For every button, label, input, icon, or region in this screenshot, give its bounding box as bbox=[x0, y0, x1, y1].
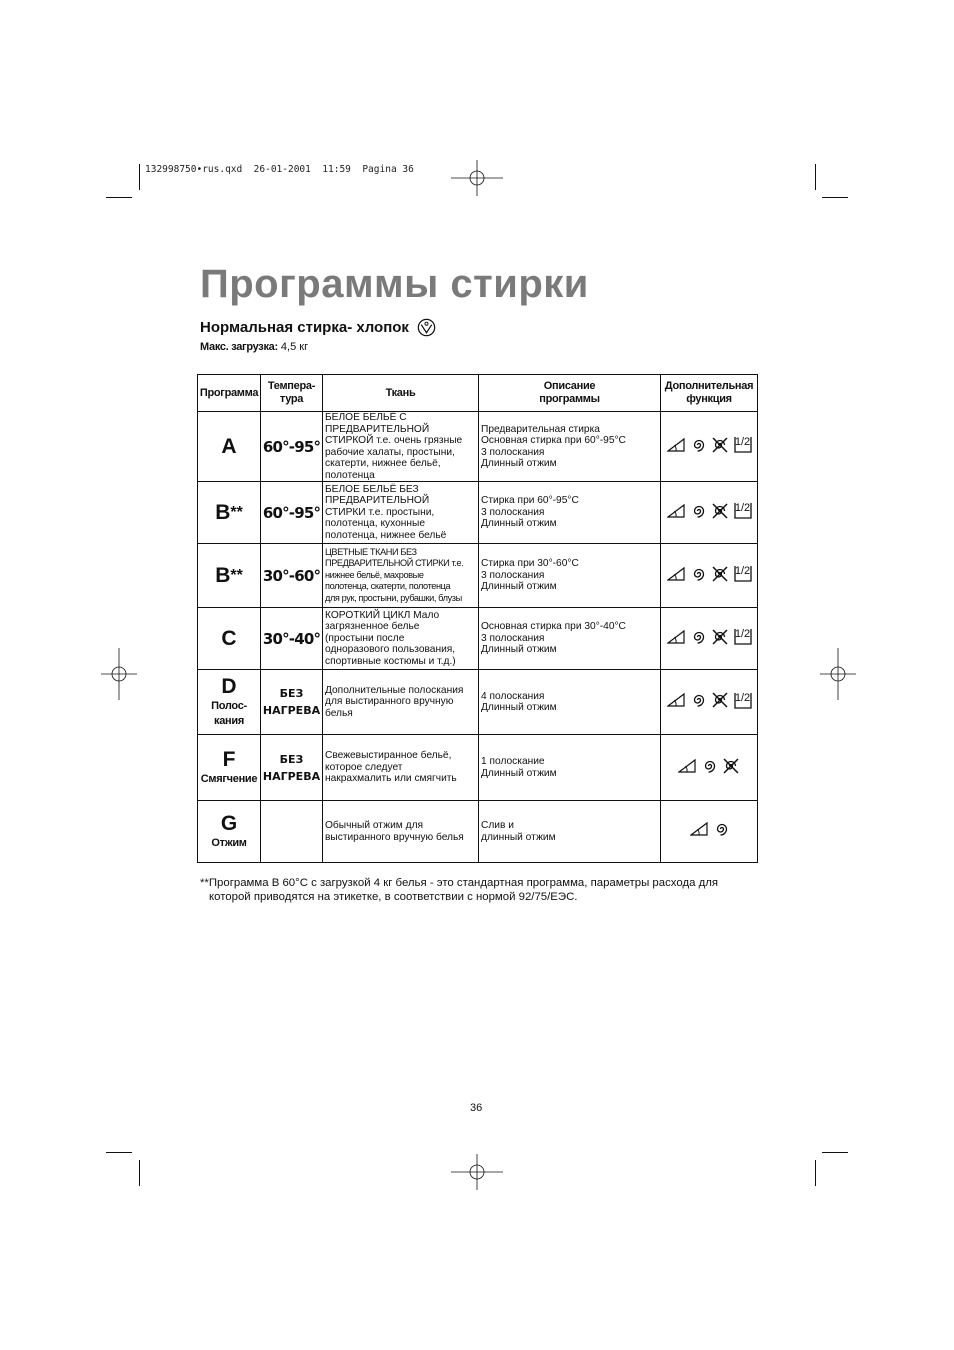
description-cell bbox=[479, 482, 661, 544]
registration-mark-icon bbox=[451, 160, 503, 196]
fabric-line: которое следует bbox=[325, 761, 403, 773]
description-line: 3 полоскания bbox=[481, 506, 545, 518]
no-spin-icon bbox=[722, 757, 740, 775]
description-line: Слив и bbox=[481, 820, 514, 831]
table-row bbox=[198, 801, 758, 863]
program-letter: B** bbox=[215, 500, 243, 524]
registration-mark-icon bbox=[451, 1154, 503, 1190]
temperature-cell bbox=[261, 544, 323, 608]
crop-mark bbox=[106, 1152, 132, 1153]
fabric-line: полотенца bbox=[325, 469, 375, 481]
temperature-cell bbox=[261, 412, 323, 482]
fabric-line: БЕЛОЕ БЕЛЬЁ С bbox=[325, 412, 407, 423]
registration-mark-icon bbox=[820, 648, 856, 700]
fabric-cell bbox=[323, 735, 479, 801]
program-letter: F bbox=[222, 748, 236, 771]
fabric-line: рабочие халаты, простыни, bbox=[325, 446, 455, 458]
program-subtitle: Отжим bbox=[211, 837, 247, 849]
max-load bbox=[200, 341, 308, 353]
spin-spiral-icon bbox=[692, 630, 706, 644]
cotton-symbol-icon bbox=[417, 318, 436, 337]
temperature-text: НАГРЕВА bbox=[262, 769, 321, 783]
spin-spiral-icon bbox=[703, 759, 717, 773]
spin-spiral-icon bbox=[692, 504, 706, 518]
half-load-icon: 1/2 bbox=[734, 436, 752, 453]
fabric-line: полотенца, кухонные bbox=[325, 518, 426, 530]
crop-mark bbox=[822, 1152, 848, 1153]
fabric-line: полотенца, скатерти, полотенца bbox=[325, 581, 451, 592]
description-line: Основная стирка при 60°-95°C bbox=[481, 435, 626, 446]
temperature-text: 30°-40° bbox=[262, 629, 321, 648]
crop-mark bbox=[815, 164, 816, 190]
max-load-label: Макс. загрузка: bbox=[200, 341, 278, 353]
fabric-line: для выстиранного вручную bbox=[325, 696, 454, 708]
description-cell bbox=[479, 412, 661, 482]
program-letter: A bbox=[221, 434, 237, 458]
fabric-line: выстиранного вручную белья bbox=[325, 831, 464, 843]
temperature-cell bbox=[261, 608, 323, 670]
reduced-spin-icon bbox=[667, 503, 687, 519]
program-letter: D bbox=[221, 675, 237, 698]
fabric-line: ЦВЕТНЫЕ ТКАНИ БЕЗ bbox=[325, 546, 417, 557]
description-cell bbox=[479, 670, 661, 735]
description-line: Основная стирка при 30°-40°C bbox=[481, 621, 626, 633]
no-spin-icon bbox=[711, 691, 729, 709]
temperature-text: 60°-95° bbox=[262, 437, 321, 456]
reduced-spin-icon bbox=[667, 566, 687, 582]
description-line: Стирка при 30°-60°C bbox=[481, 558, 579, 570]
fabric-cell bbox=[323, 608, 479, 670]
fabric-line: ПРЕДВАРИТЕЛЬНОЙ bbox=[325, 423, 430, 435]
program-footnote-marker: ** bbox=[230, 503, 243, 521]
reduced-spin-icon bbox=[667, 629, 687, 645]
program-cell bbox=[198, 482, 261, 544]
temperature-cell bbox=[261, 670, 323, 735]
table-header-row bbox=[198, 375, 758, 412]
fabric-line: спортивные костюмы и т.д.) bbox=[325, 655, 456, 667]
no-spin-icon bbox=[711, 565, 729, 583]
description-line: Длинный отжим bbox=[481, 702, 557, 713]
spin-spiral-icon bbox=[692, 693, 706, 707]
description-line: Длинный отжим bbox=[481, 644, 557, 656]
half-load-icon: 1/2 bbox=[734, 565, 752, 582]
program-cell bbox=[198, 670, 261, 735]
page-number: 36 bbox=[470, 1102, 483, 1114]
description-cell bbox=[479, 544, 661, 608]
description-line: Длинный отжим bbox=[481, 458, 557, 469]
max-load-value: 4,5 кг bbox=[280, 341, 309, 353]
fabric-line: одноразового пользования, bbox=[325, 644, 456, 656]
function-cell bbox=[661, 482, 758, 544]
fabric-line: БЕЛОЕ БЕЛЬЁ БЕЗ bbox=[325, 483, 419, 495]
header-temperature: Темпера- тура bbox=[261, 375, 323, 412]
fabric-line: Дополнительные полоскания bbox=[325, 684, 464, 696]
fabric-cell bbox=[323, 670, 479, 735]
fabric-line: нижнее бельё, махровые bbox=[325, 569, 424, 580]
section-subtitle bbox=[200, 318, 436, 337]
temperature-text: НАГРЕВА bbox=[262, 704, 321, 717]
fabric-line: Свежевыстиранное бельё, bbox=[325, 750, 452, 762]
crop-mark bbox=[822, 197, 848, 198]
temperature-cell bbox=[261, 482, 323, 544]
program-subtitle: Полос- bbox=[211, 700, 247, 712]
table-row bbox=[198, 482, 758, 544]
program-cell bbox=[198, 544, 261, 608]
function-cell bbox=[661, 670, 758, 735]
description-line: Предварительная стирка bbox=[481, 423, 600, 435]
description-cell bbox=[479, 801, 661, 863]
fabric-cell bbox=[323, 544, 479, 608]
reduced-spin-icon bbox=[667, 692, 687, 708]
reduced-spin-icon bbox=[678, 758, 698, 774]
header-description: Описание программы bbox=[479, 375, 661, 412]
temperature-text: БЕЗ bbox=[279, 687, 304, 700]
fabric-line: загрязненное белье bbox=[325, 621, 420, 633]
page-title: Программы стирки bbox=[200, 262, 589, 306]
function-cell bbox=[661, 412, 758, 482]
temperature-text: БЕЗ bbox=[279, 752, 304, 766]
half-load-icon: 1/2 bbox=[734, 692, 752, 709]
description-line: Длинный отжим bbox=[481, 581, 557, 593]
fabric-line: КОРОТКИЙ ЦИКЛ Мало bbox=[325, 609, 440, 621]
registration-mark-icon bbox=[101, 648, 137, 700]
table-row bbox=[198, 544, 758, 608]
spin-spiral-icon bbox=[692, 438, 706, 452]
fabric-cell bbox=[323, 412, 479, 482]
footnote bbox=[200, 877, 760, 904]
half-load-icon: 1/2 bbox=[734, 502, 752, 519]
fabric-line: (простыни после bbox=[325, 632, 405, 644]
fabric-line: полотенца, нижнее бельё bbox=[325, 529, 447, 541]
description-cell bbox=[479, 735, 661, 801]
program-letter: G bbox=[220, 812, 238, 835]
function-cell bbox=[661, 801, 758, 863]
fabric-line: СТИРКИ т.е. простыни, bbox=[325, 506, 435, 518]
crop-mark bbox=[815, 1160, 816, 1186]
temperature-text: 60°-95° bbox=[262, 503, 321, 522]
no-spin-icon bbox=[711, 502, 729, 520]
program-cell bbox=[198, 801, 261, 863]
half-load-icon: 1/2 bbox=[734, 628, 752, 645]
description-line: 3 полоскания bbox=[481, 446, 545, 458]
description-line: 1 полоскание bbox=[481, 756, 545, 767]
table-row bbox=[198, 735, 758, 801]
description-line: 3 полоскания bbox=[481, 632, 545, 644]
program-cell bbox=[198, 412, 261, 482]
fabric-line: накрахмалить или смягчить bbox=[325, 773, 457, 785]
program-cell bbox=[198, 608, 261, 670]
no-spin-icon bbox=[711, 628, 729, 646]
subtitle-text: Нормальная стирка- хлопок bbox=[200, 319, 409, 336]
program-subtitle: кания bbox=[214, 715, 244, 727]
crop-mark bbox=[139, 1160, 140, 1186]
description-line: Длинный отжим bbox=[481, 767, 557, 779]
table-row bbox=[198, 608, 758, 670]
temperature-cell bbox=[261, 801, 323, 863]
crop-mark bbox=[139, 164, 140, 190]
header-program: Программа bbox=[198, 375, 261, 412]
spin-spiral-icon bbox=[692, 567, 706, 581]
fabric-line: СТИРКОЙ т.е. очень грязные bbox=[325, 435, 463, 446]
function-cell bbox=[661, 544, 758, 608]
spin-spiral-icon bbox=[715, 822, 729, 836]
fabric-cell bbox=[323, 482, 479, 544]
description-cell bbox=[479, 608, 661, 670]
fabric-line: скатерти, нижнее бельё, bbox=[325, 458, 441, 469]
program-letter: B** bbox=[215, 563, 243, 587]
fabric-line: Обычный отжим для bbox=[325, 820, 424, 831]
fabric-line: белья bbox=[325, 707, 353, 719]
program-footnote-marker: ** bbox=[230, 566, 243, 584]
program-cell bbox=[198, 735, 261, 801]
footnote-line-2: которой приводятся на этикетке, в соответствии с нормой 92/75/ЕЭС. bbox=[209, 890, 578, 903]
description-line: длинный отжим bbox=[481, 831, 556, 843]
description-line: 3 полоскания bbox=[481, 569, 545, 581]
temperature-text: 30°-60° bbox=[262, 566, 321, 585]
header-function: Дополнительная функция bbox=[661, 375, 758, 412]
footnote-line-1: **Программа В 60°C с загрузкой 4 кг белья - это стандартная программа, параметры расхода для bbox=[200, 877, 719, 889]
fabric-line: ПРЕДВАРИТЕЛЬНОЙ bbox=[325, 495, 430, 507]
description-line: 4 полоскания bbox=[481, 690, 545, 702]
description-line: Длинный отжим bbox=[481, 518, 557, 530]
no-spin-icon bbox=[711, 436, 729, 454]
reduced-spin-icon bbox=[690, 821, 710, 837]
crop-mark bbox=[106, 197, 132, 198]
fabric-line: для рук, простыни, рубашки, блузы bbox=[325, 592, 462, 603]
table-row bbox=[198, 412, 758, 482]
reduced-spin-icon bbox=[667, 437, 687, 453]
header-fabric: Ткань bbox=[323, 375, 479, 412]
table-row bbox=[198, 670, 758, 735]
fabric-line: ПРЕДВАРИТЕЛЬНОЙ СТИРКИ т.е. bbox=[325, 558, 464, 569]
description-line: Стирка при 60°-95°C bbox=[481, 495, 579, 507]
function-cell bbox=[661, 608, 758, 670]
print-slug: 132998750•rus.qxd 26-01-2001 11:59 Pagina 36 bbox=[145, 164, 414, 175]
programs-table bbox=[197, 374, 758, 863]
fabric-cell bbox=[323, 801, 479, 863]
program-letter: C bbox=[221, 626, 237, 650]
temperature-cell bbox=[261, 735, 323, 801]
function-cell bbox=[661, 735, 758, 801]
program-subtitle: Смягчение bbox=[200, 773, 258, 785]
